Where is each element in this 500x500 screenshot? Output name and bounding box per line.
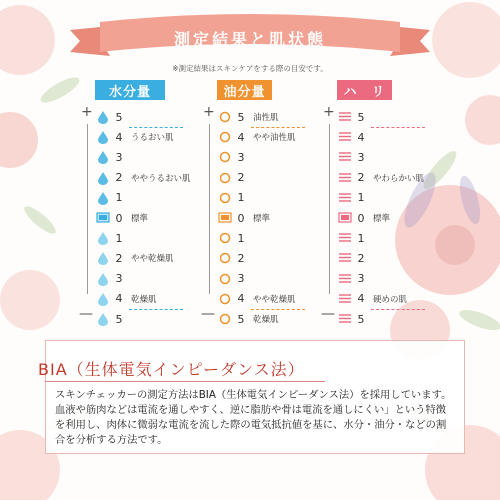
scale-number: 4 [115, 292, 123, 306]
oil-ring-icon [217, 292, 235, 306]
bia-title-underline [45, 381, 325, 382]
scale-row [217, 189, 247, 207]
scale-row [217, 128, 296, 146]
column-header-2: ハ リ [337, 80, 392, 100]
scale-row [95, 229, 125, 247]
water-drop-icon [95, 312, 113, 326]
oil-ring-icon [217, 130, 235, 144]
dashed-separator [371, 127, 425, 128]
scale-number: 4 [237, 130, 245, 144]
water-drop-icon [95, 292, 113, 306]
scale-number: 1 [115, 231, 123, 245]
oil-ring-icon [217, 231, 235, 245]
oil-ring-icon [217, 171, 235, 185]
plus-sign: + [203, 104, 215, 120]
scale-row [217, 169, 247, 187]
scale-row [337, 249, 367, 267]
scale-number: 2 [115, 251, 123, 265]
scale-number: 5 [357, 110, 365, 124]
scale-number: 0 [237, 211, 245, 225]
skin-state-label: やや乾燥肌 [131, 254, 174, 265]
column-header-0: 水分量 [95, 80, 165, 100]
scale-line [329, 124, 330, 294]
scale-number: 2 [237, 251, 245, 265]
plus-sign: + [81, 104, 93, 120]
scale-row [337, 310, 367, 328]
elastic-lines-icon [337, 292, 355, 306]
elastic-lines-icon [337, 191, 355, 205]
scale-number: 2 [357, 171, 365, 185]
scale-number: 1 [115, 191, 123, 205]
scale-row [95, 108, 125, 126]
bia-title: BIA（生体電気インピーダンス法） [38, 360, 305, 379]
scale-number: 2 [115, 171, 123, 185]
scale-number: 5 [237, 110, 245, 124]
column-header-1: 油分量 [217, 80, 272, 100]
scale-row [95, 209, 148, 227]
elastic-lines-icon [337, 130, 355, 144]
scale-row [95, 169, 191, 187]
scale-number: 3 [237, 150, 245, 164]
water-drop-icon [95, 110, 113, 124]
scale-number: 1 [357, 191, 365, 205]
scale-row [337, 229, 367, 247]
scale-number: 3 [115, 272, 123, 286]
skin-state-label: ややうるおい肌 [131, 173, 191, 184]
skin-state-label: 標準 [373, 214, 391, 224]
water-drop-icon [95, 191, 113, 205]
scale-number: 2 [357, 251, 365, 265]
oil-ring-icon [217, 110, 235, 124]
elastic-lines-icon [337, 231, 355, 245]
water-drop-icon [95, 251, 113, 265]
scale-row [217, 209, 270, 227]
skin-state-label: やや油性肌 [253, 133, 296, 144]
scale-number: 5 [357, 312, 365, 326]
page-title: 測定結果と肌状態 [173, 30, 326, 49]
skin-state-label: 乾燥肌 [253, 315, 279, 325]
water-drop-icon [95, 130, 113, 144]
water-drop-icon [95, 231, 113, 245]
water-drop-icon [95, 171, 113, 185]
scale-number: 5 [115, 110, 123, 124]
water-drop-icon [95, 272, 113, 286]
skin-state-label: やわらかい肌 [373, 173, 425, 184]
water-drop-icon [95, 211, 113, 225]
measurement-note: ※測定結果はスキンケアをする際の目安です。 [172, 64, 328, 73]
scale-row [217, 270, 247, 288]
scale-row [217, 229, 247, 247]
scale-line [209, 124, 210, 294]
dashed-separator [129, 309, 183, 310]
oil-ring-icon [217, 312, 235, 326]
scale-number: 0 [357, 211, 365, 225]
minus-sign: — [321, 306, 335, 322]
scale-number: 2 [237, 171, 245, 185]
scale-line [87, 124, 88, 294]
elastic-lines-icon [337, 211, 355, 225]
minus-sign: — [201, 306, 215, 322]
scale-number: 1 [237, 191, 245, 205]
scale-row [337, 148, 367, 166]
scale-row [337, 270, 367, 288]
scale-number: 0 [115, 211, 123, 225]
skin-state-label: 標準 [253, 214, 271, 224]
scale-row [95, 270, 125, 288]
scale-row [95, 128, 174, 146]
scale-number: 4 [237, 292, 245, 306]
scale-number: 5 [115, 312, 123, 326]
scale-number: 4 [357, 130, 365, 144]
scale-number: 3 [115, 150, 123, 164]
scale-number: 3 [357, 272, 365, 286]
scale-number: 4 [357, 292, 365, 306]
dashed-separator [371, 309, 425, 310]
scale-row [217, 290, 296, 308]
elastic-lines-icon [337, 110, 355, 124]
skin-state-label: 油性肌 [253, 113, 279, 123]
scale-row [217, 108, 279, 126]
scale-row [337, 209, 390, 227]
skin-state-label: 乾燥肌 [131, 294, 157, 305]
minus-sign: — [79, 306, 93, 322]
scale-row [337, 290, 407, 308]
scale-number: 5 [237, 312, 245, 326]
scale-number: 3 [357, 150, 365, 164]
scale-row [95, 290, 157, 308]
scale-row [217, 249, 247, 267]
title-ribbon [70, 8, 430, 68]
water-drop-icon [95, 150, 113, 164]
oil-ring-icon [217, 150, 235, 164]
scale-row [337, 108, 367, 126]
scale-row [95, 189, 125, 207]
scale-number: 1 [357, 231, 365, 245]
skin-state-label: 標準 [131, 214, 149, 224]
scale-row [337, 128, 367, 146]
scale-row [337, 169, 424, 187]
scale-row [337, 189, 367, 207]
scale-number: 1 [237, 231, 245, 245]
elastic-lines-icon [337, 312, 355, 326]
skin-state-label: やや乾燥肌 [253, 294, 296, 305]
bia-description: スキンチェッカーの測定方法はBIA（生体電気インピーダンス法）を採用しています。血液や筋肉などは電流を通しやすく、逆に脂肪や骨は電流を通しにくい」という特徴を利用し、肉体に微弱な電流を流した際の電気抵抗値を基に、水分・油分・などの割合を分析する方法です。 [55, 389, 452, 446]
oil-ring-icon [217, 272, 235, 286]
elastic-lines-icon [337, 251, 355, 265]
scale-row [95, 249, 174, 267]
skin-state-label: 硬めの肌 [373, 294, 408, 305]
plus-sign: + [323, 104, 335, 120]
scale-row [95, 310, 125, 328]
scale-number: 4 [115, 130, 123, 144]
scale-number: 3 [237, 272, 245, 286]
elastic-lines-icon [337, 171, 355, 185]
oil-ring-icon [217, 191, 235, 205]
scale-row [217, 148, 247, 166]
oil-ring-icon [217, 251, 235, 265]
skin-state-label: うるおい肌 [131, 133, 174, 144]
elastic-lines-icon [337, 272, 355, 286]
scale-row [95, 148, 125, 166]
oil-ring-icon [217, 211, 235, 225]
scale-row [217, 310, 279, 328]
elastic-lines-icon [337, 150, 355, 164]
